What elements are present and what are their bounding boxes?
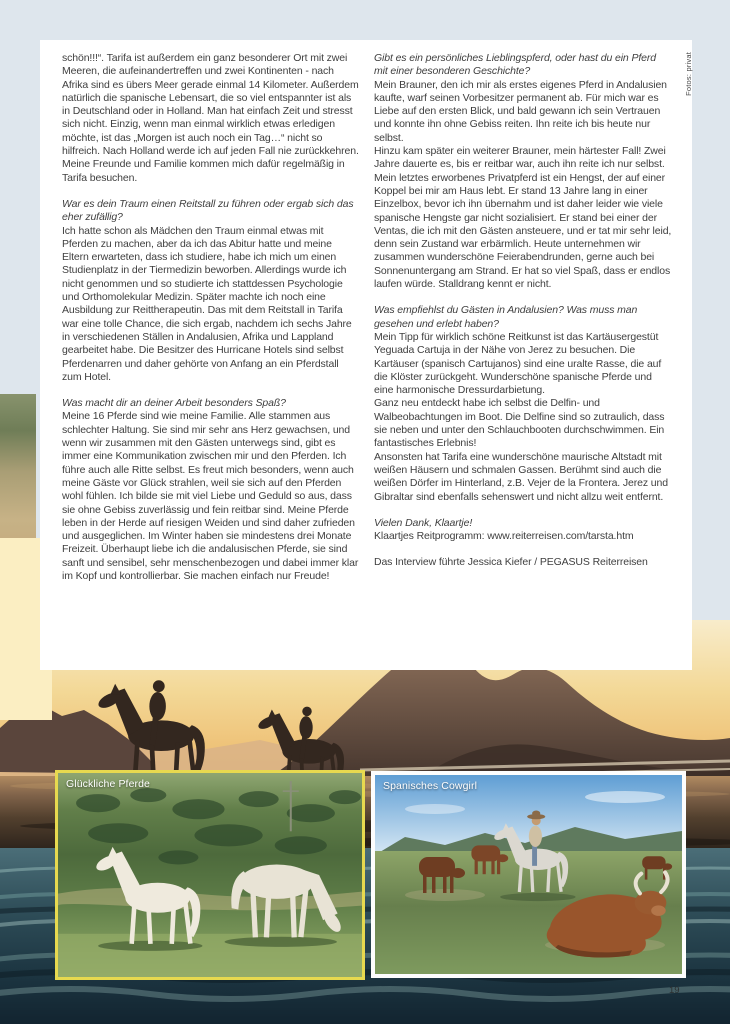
- interview-credit: Das Interview führte Jessica Kiefer / PEGASUS Reiterreisen: [374, 556, 648, 569]
- photo-spanisches-cowgirl: [371, 771, 686, 978]
- interview-question: War es dein Traum einen Reitstall zu führen oder ergab sich das eher zufällig?: [62, 197, 354, 224]
- article-card: [40, 40, 692, 670]
- interview-question: Was empfiehlst du Gästen in Andalusien? Was muss man gesehen und erlebt haben?: [374, 304, 638, 330]
- reitprogramm-link[interactable]: www.reiterreisen.com/tarsta.htm: [487, 530, 634, 543]
- interview-question: Gibt es ein persönliches Lieblingspferd, oder hast du ein Pferd mit einer besonderen Geschichte?: [374, 52, 656, 78]
- answer-paragraph: Ganz neu entdeckt habe ich selbst die Delfin- und Walbeobachtungen im Boot. Die Delfine sind so zutraulich, dass sie neben und unter den Schlauchbooten durchschwimmen. Ein fantastisches Erlebnis!: [374, 397, 665, 450]
- photo-caption: Glückliche Pferde: [66, 778, 150, 790]
- article-column-right: [374, 52, 672, 670]
- answer-paragraph: Mein Brauner, den ich mir als erstes eigenes Pferd in Andalusien kaufte, warf seinen Vorbesitzer permanent ab. Für mich war es Liebe auf den ersten Blick, und bald gewann ich sein Vertrauen und konnte ihn ohne Gebiss reiten. Ihn reite ich bis heute nur selbst.: [374, 78, 667, 144]
- article-column-left: [62, 52, 360, 670]
- photo-glueckliche-pferde: [55, 770, 365, 980]
- photo-caption: Spanisches Cowgirl: [383, 780, 478, 792]
- answer-paragraph: Meine 16 Pferde sind wie meine Familie. Alle stammen aus schlechter Haltung. Sie sind mir sehr ans Herz gewachsen, und wenn wir zusammen mit den Gästen unterwegs sind, gibt es immer eine Kommunikation zwischen mir und den Pferden. Ich führe auch alle Ritte selbst. Es freut mich besonders, wenn auch meine Gäste vor Glück strahlen, weil sie sich auf den Pferden wohl fühlen. Ich bilde sie mit viel Liebe und Geduld so aus, dass sie ohne Gebiss zuverlässig und fein reitbar sind. Meine Pferde leben in der Herde auf riesigen Weiden und sind daher zufrieden und ausgeglichen. Im Winter haben sie mindestens drei Monate Freizeit. Überhaupt liebe ich die andalusischen Pferde, sie sind sanft und sensibel, sehr menschenbezogen und dabei immer klar im Kopf und kontrollierbar. Sie machen einfach nur Freude!: [62, 410, 359, 582]
- answer-paragraph: Hinzu kam später ein weiterer Brauner, mein härtester Fall! Zwei Jahre dauerte es, bis er reitbar war, auch ihn reite ich nur selbst. Mein letztes erworbenes Privatpferd ist ein Hengst, der auf einer Koppel bei mir am Haus lebt. Er stand 13 Jahre lang in einer Einzelbox, bevor ich ihn übernahm und ist daher leider wie viele spanische Hengste gar nicht sozialisiert. Er stand bei einer der Ventas, die ich mit den Gästen ansteuere, und er tat mir sehr leid, denn sein Zustand war erbärmlich. Heute unternehmen wir zusammen wunderschöne Feierabendrunden, gerne auch bei Sonnenuntergang am Strand. Er hat so viel Spaß, dass er endlos laufen würde. Stalldrang kennt er nicht.: [374, 145, 672, 291]
- answer-paragraph: Ich hatte schon als Mädchen den Traum einmal etwas mit Pferden zu machen, aber da ich das Abitur hatte und meine Eltern erwarteten, dass ich studiere, habe ich mich um einen Studienplatz in der Tiermedizin beworben. Allerdings wurde ich nicht genommen und so studierte ich stattdessen Psychologie und Orthomolekular Medizin. Später machte ich noch eine Ausbildung zur Reittherapeutin. Das mit dem Reitstall in Tarifa war eine tolle Chance, die sich ergab, nachdem ich sechs Jahre in verschiedenen Ställen in Andalusien, Afrika und Lappland gearbeitet habe. Die Besitzer des Hurricane Hotels sind selbst Pferdenarren und daher gehörte von Anfang an ein Pferdstall zum Hotel.: [62, 224, 352, 383]
- page-number: 19: [669, 985, 680, 996]
- closing-thanks: Vielen Dank, Klaartje!: [374, 516, 473, 529]
- program-label: Klaartjes Reitprogramm:: [374, 530, 488, 543]
- answer-paragraph: schön!!!“. Tarifa ist außerdem ein ganz besonderer Ort mit zwei Meeren, die aufeinandertreffen und zwei Kontinenten - nach Afrika sind es übers Meer gerade einmal 14 Kilometer. Außerdem natürlich die spanische Lebensart, die so viel entspannter ist als in Deutschland oder in Holland. Man hat einfach Zeit und stresst sich nicht. Einzig, wenn man einmal wirklich etwas erledigen möchte, ist das „Morgen ist auch noch ein Tag…“ nicht so hilfreich. Nach Holland werde ich auf jeden Fall nie zurückkehren. Meine Freunde und Familie kommen mich dafür regelmäßig in Tarifa besuchen.: [62, 52, 359, 184]
- answer-paragraph: Mein Tipp für wirklich schöne Reitkunst ist das Kartäusergestüt Yeguada Cartuja in der Nähe von Jerez zu besuchen. Die Kartäuser (spanisch Cartujanos) sind eine uralte Rasse, die auf die Klöster zurückgeht. Wunderschöne spanische Pferde und eine harmonische Dressurdarbietung.: [374, 330, 662, 397]
- interview-question: Was macht dir an deiner Arbeit besonders Spaß?: [62, 397, 286, 410]
- photo-credit: Fotos: privat: [684, 52, 693, 96]
- cowgirl-cattle-art: [375, 775, 682, 974]
- answer-paragraph: Ansonsten hat Tarifa eine wunderschöne maurische Altstadt mit weißen Häusern und schmalen Gassen. Berühmt sind auch die weißen Dörfer im Hinterland, z.B. Vejer de la Frontera. Jerez und Gibraltar sind ebenfalls sehenswert und nicht allzu weit entfernt.: [374, 450, 668, 503]
- white-horses-meadow-art: [58, 773, 362, 977]
- program-line: [374, 530, 672, 543]
